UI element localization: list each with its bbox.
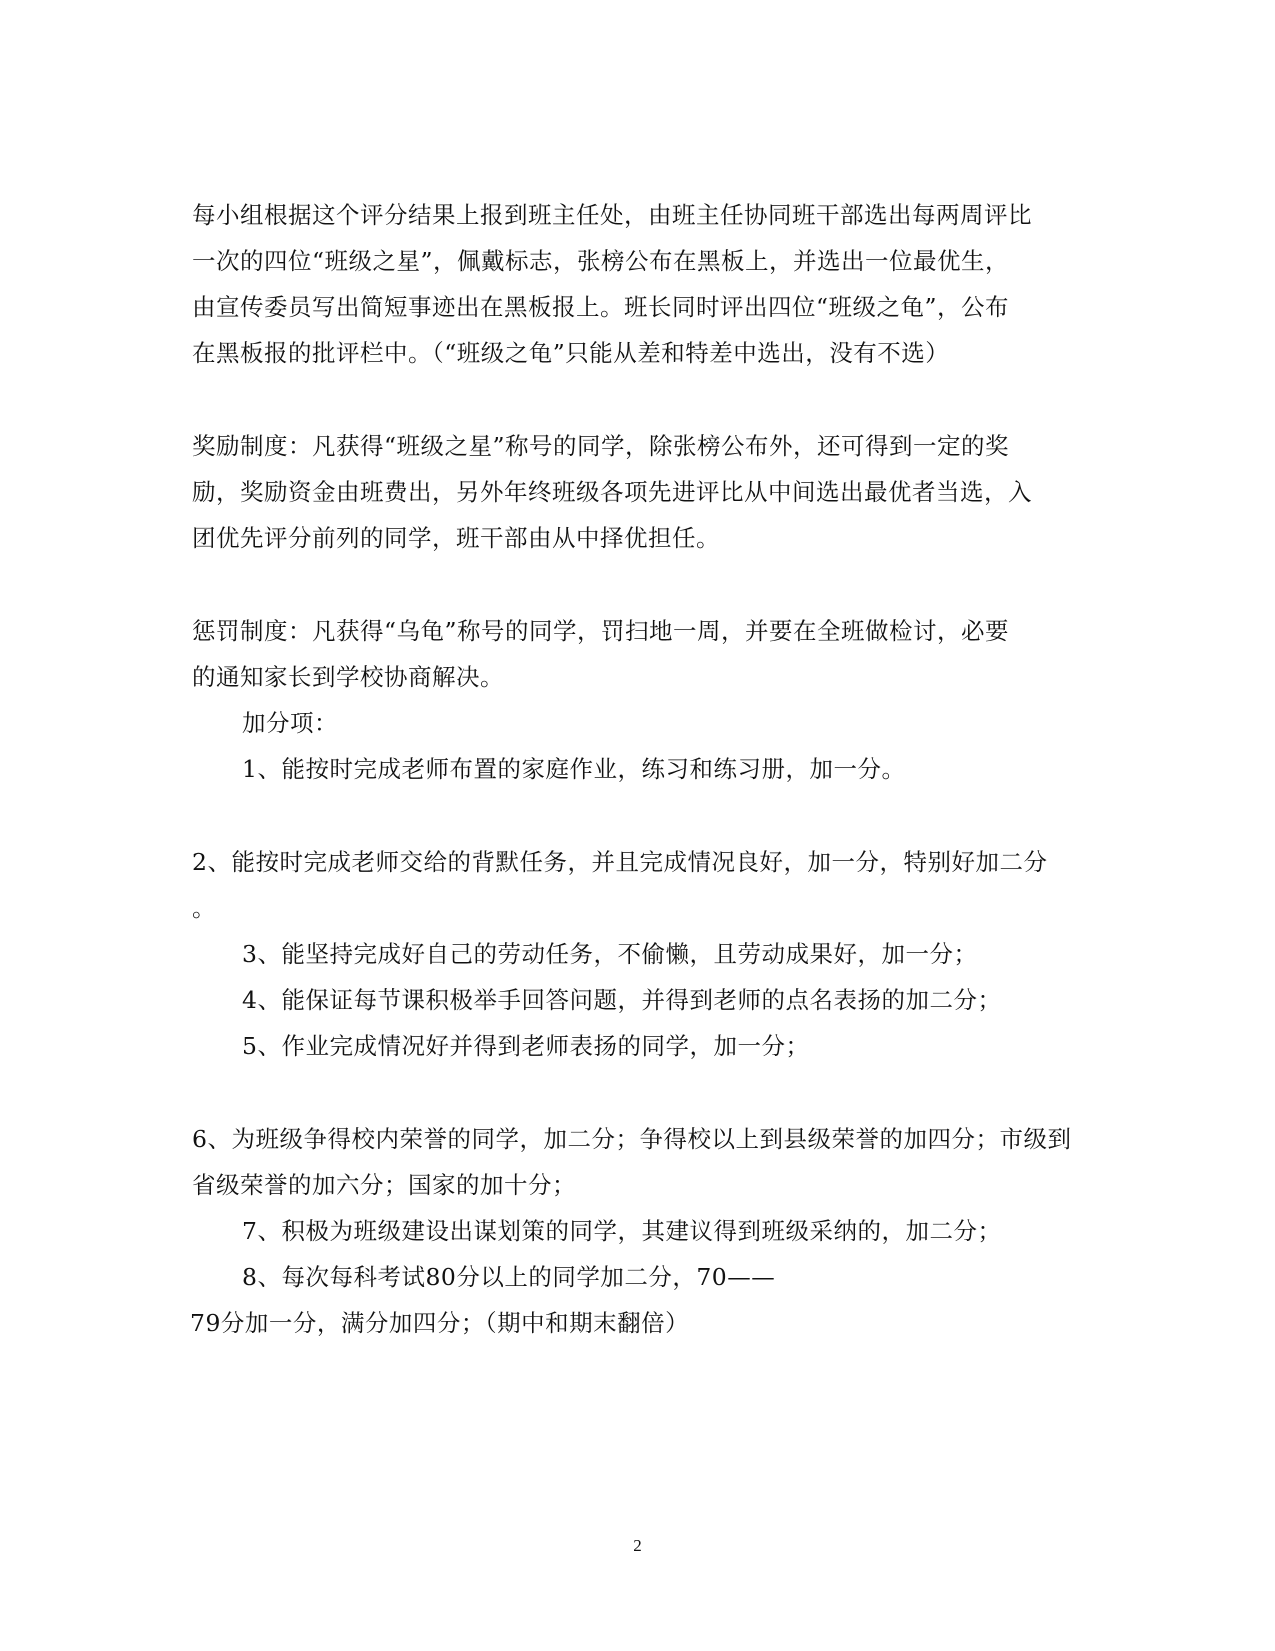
bonus-item-8-line-1: 8、每次每科考试80分以上的同学加二分，70—— [242,1263,776,1291]
penalty-line-1: 惩罚制度：凡获得“乌龟”称号的同学，罚扫地一周，并要在全班做检讨，必要 [192,617,1010,645]
bonus-item-6-line-1: 6、为班级争得校内荣誉的同学，加二分；争得校以上到县级荣誉的加四分；市级到 [192,1125,1072,1153]
paragraph-1-line-1: 每小组根据这个评分结果上报到班主任处，由班主任协同班干部选出每两周评比 [192,201,1032,229]
bonus-item-8-line-2: 79分加一分，满分加四分；（期中和期末翻倍） [190,1309,690,1337]
bonus-item-6-line-2: 省级荣誉的加六分；国家的加十分； [192,1171,576,1199]
page-number: 2 [633,1536,642,1555]
penalty-line-2: 的通知家长到学校协商解决。 [192,663,504,691]
bonus-item-4: 4、能保证每节课积极举手回答问题，并得到老师的点名表扬的加二分； [242,986,1002,1014]
reward-line-3: 团优先评分前列的同学，班干部由从中择优担任。 [192,524,720,552]
paragraph-1-line-2: 一次的四位“班级之星”，佩戴标志，张榜公布在黑板上，并选出一位最优生， [192,247,1010,275]
bonus-heading: 加分项： [242,709,338,737]
bonus-item-5: 5、作业完成情况好并得到老师表扬的同学，加一分； [242,1032,810,1060]
paragraph-1-line-4: 在黑板报的批评栏中。（“班级之龟”只能从差和特差中选出，没有不选） [192,339,950,367]
reward-line-2: 励，奖励资金由班费出，另外年终班级各项先进评比从中间选出最优者当选，入 [192,478,1032,506]
bonus-item-3: 3、能坚持完成好自己的劳动任务，不偷懒，且劳动成果好，加一分； [242,940,978,968]
bonus-item-2-line-1: 2、能按时完成老师交给的背默任务，并且完成情况良好，加一分，特别好加二分 [192,848,1048,876]
bonus-item-7: 7、积极为班级建设出谋划策的同学，其建议得到班级采纳的，加二分； [242,1217,1002,1245]
reward-line-1: 奖励制度：凡获得“班级之星”称号的同学，除张榜公布外，还可得到一定的奖 [192,432,1010,460]
paragraph-1-line-3: 由宣传委员写出简短事迹出在黑板报上。班长同时评出四位“班级之龟”，公布 [192,293,1010,321]
bonus-item-1: 1、能按时完成老师布置的家庭作业，练习和练习册，加一分。 [242,755,906,783]
bonus-item-2-line-2: 。 [192,894,216,922]
